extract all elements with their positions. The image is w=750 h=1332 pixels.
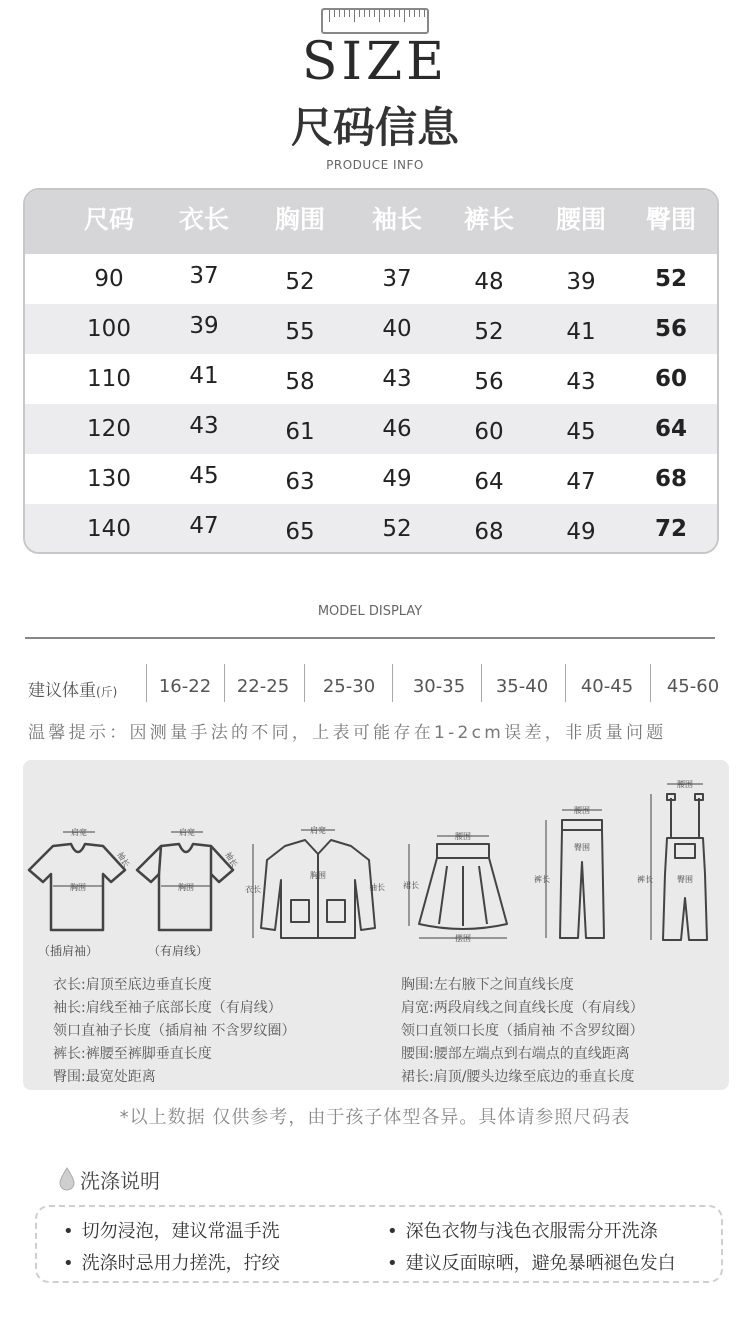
shoulder-width-label: 肩宽 xyxy=(310,826,326,835)
chest-label: 胸围 xyxy=(178,883,194,892)
divider xyxy=(650,664,651,702)
washing-item: • 洗涤时忌用力搓洗，拧绞 xyxy=(63,1249,280,1275)
table-cell: 48 xyxy=(474,269,504,295)
column-header: 尺码 xyxy=(83,205,134,234)
definition-item: 领口直领口长度（插肩袖 不含罗纹圈） xyxy=(401,1023,644,1039)
table-cell: 37 xyxy=(189,263,219,289)
pants-icon xyxy=(528,800,628,950)
table-row xyxy=(25,504,717,554)
measurement-diagram-panel xyxy=(23,760,729,1090)
table-cell: 68 xyxy=(654,466,687,492)
table-cell: 60 xyxy=(654,366,687,392)
weight-range: 25-30 xyxy=(322,676,376,697)
ruler-tick xyxy=(379,10,380,22)
shoulder-width-label: 肩宽 xyxy=(179,828,195,837)
weight-label xyxy=(28,676,117,701)
chest-label: 胸围 xyxy=(70,883,86,892)
washing-item: • 建议反面晾晒，避免暴晒褪色发白 xyxy=(387,1249,676,1275)
ruler-tick xyxy=(369,10,370,17)
table-cell: 52 xyxy=(654,266,687,292)
weight-range: 30-35 xyxy=(412,676,466,697)
ruler-tick xyxy=(339,10,340,17)
size-table xyxy=(23,188,719,554)
table-cell: 56 xyxy=(654,316,687,342)
table-cell: 100 xyxy=(87,316,131,342)
table-cell: 49 xyxy=(382,466,412,492)
ruler-tick xyxy=(419,10,420,17)
ruler-tick xyxy=(334,10,335,17)
divider xyxy=(392,664,393,702)
washing-instructions xyxy=(35,1205,723,1283)
sleeve-label: 袖长 xyxy=(369,883,385,892)
weight-range: 40-45 xyxy=(580,676,634,697)
definition-item: 领口直袖子长度（插肩袖 不含罗纹圈） xyxy=(53,1023,296,1039)
definition-item: 胸围:左右腋下之间直线长度 xyxy=(401,977,574,993)
washing-title: 洗涤说明 xyxy=(80,1169,160,1193)
pants-length-label: 裤长 xyxy=(637,875,653,884)
table-cell: 120 xyxy=(87,416,131,442)
footnote: *以上数据 仅供参考，由于孩子体型各异。具体请参照尺码表 xyxy=(119,1107,631,1128)
waist-label: 腰围 xyxy=(677,780,693,789)
washing-item: • 深色衣物与浅色衣服需分开洗涤 xyxy=(387,1217,658,1243)
column-header: 胸围 xyxy=(274,205,325,234)
ruler-tick xyxy=(374,10,375,17)
waist-label: 腰围 xyxy=(455,832,471,841)
ruler-tick xyxy=(354,10,355,22)
sleeve-label: 袖长 xyxy=(115,850,132,869)
column-header: 袖长 xyxy=(371,205,422,234)
water-drop-icon xyxy=(58,1167,76,1191)
hip-label: 臀围 xyxy=(574,843,590,852)
table-cell: 72 xyxy=(654,516,687,542)
ruler-tick xyxy=(424,10,425,17)
ruler-tick xyxy=(344,10,345,17)
weight-unit: (斤) xyxy=(96,685,118,699)
table-cell: 56 xyxy=(474,369,504,395)
table-cell: 47 xyxy=(189,513,219,539)
shoulder-width-label: 肩宽 xyxy=(71,828,87,837)
table-cell: 43 xyxy=(382,366,412,392)
washing-item: • 切勿浸泡，建议常温手洗 xyxy=(63,1217,280,1243)
ruler-tick xyxy=(389,10,390,17)
raglan-caption: （插肩袖） xyxy=(38,944,99,958)
hip-label: 臀围 xyxy=(677,875,693,884)
definition-item: 裙长:肩顶/腰头边缘至底边的垂直长度 xyxy=(401,1069,635,1085)
table-cell: 40 xyxy=(382,316,412,342)
table-cell: 43 xyxy=(189,413,219,439)
table-cell: 63 xyxy=(285,469,315,495)
table-row xyxy=(25,454,717,504)
table-cell: 64 xyxy=(474,469,504,495)
ruler-tick xyxy=(414,10,415,17)
definition-item: 衣长:肩顶至底边垂直长度 xyxy=(53,977,212,993)
ruler-tick xyxy=(364,10,365,17)
jacket-icon xyxy=(243,820,393,945)
definition-item: 裤长:裤腰至裤脚垂直长度 xyxy=(53,1046,212,1062)
table-cell: 52 xyxy=(382,516,412,542)
table-row xyxy=(25,304,717,354)
pants-length-label: 裤长 xyxy=(534,875,550,884)
ruler-tick xyxy=(409,10,410,17)
table-cell: 55 xyxy=(285,319,315,345)
table-cell: 41 xyxy=(189,363,219,389)
size-heading: SIZE xyxy=(301,32,449,92)
ruler-tick xyxy=(349,10,350,17)
table-cell: 37 xyxy=(382,266,412,292)
measurement-tip: 温馨提示：因测量手法的不同，上表可能存在1-2cm误差，非质量问题 xyxy=(28,723,667,743)
table-cell: 45 xyxy=(189,463,219,489)
column-header: 腰围 xyxy=(555,205,606,234)
skirt-icon xyxy=(403,826,523,946)
table-row xyxy=(25,354,717,404)
table-cell: 65 xyxy=(285,519,315,545)
table-cell: 43 xyxy=(566,369,596,395)
weight-label-text: 建议体重 xyxy=(28,681,96,701)
tshirt-icon xyxy=(131,822,241,942)
definition-list-left xyxy=(53,974,295,1089)
column-header: 裤长 xyxy=(463,205,514,234)
table-row xyxy=(25,254,717,304)
table-cell: 45 xyxy=(566,419,596,445)
overalls-icon xyxy=(633,774,729,954)
definition-list-right xyxy=(401,974,644,1089)
ruler-tick xyxy=(404,10,405,22)
table-cell: 49 xyxy=(566,519,596,545)
definition-item: 腰围:腰部左端点到右端点的直线距离 xyxy=(401,1046,630,1062)
table-cell: 64 xyxy=(654,416,687,442)
definition-item: 袖长:肩线至袖子底部长度（有肩线） xyxy=(53,1000,282,1016)
table-cell: 58 xyxy=(285,369,315,395)
divider xyxy=(565,664,566,702)
skirt-length-label: 裙长 xyxy=(403,881,419,890)
waist-label: 腰围 xyxy=(574,806,590,815)
table-cell: 52 xyxy=(285,269,315,295)
ruler-tick xyxy=(359,10,360,17)
table-cell: 46 xyxy=(382,416,412,442)
ruler-tick xyxy=(329,10,330,22)
raglan-tshirt-icon xyxy=(23,822,133,942)
table-cell: 68 xyxy=(474,519,504,545)
hem-label: 摆围 xyxy=(455,934,471,943)
table-cell: 140 xyxy=(87,516,131,542)
table-cell: 39 xyxy=(189,313,219,339)
weight-range: 45-60 xyxy=(666,676,720,697)
length-label: 衣长 xyxy=(245,885,261,894)
weight-range: 16-22 xyxy=(158,676,212,697)
column-header: 衣长 xyxy=(178,205,229,234)
table-cell: 60 xyxy=(474,419,504,445)
sleeve-label: 袖长 xyxy=(223,850,240,869)
shoulder-caption: （有肩线） xyxy=(148,944,209,958)
table-cell: 130 xyxy=(87,466,131,492)
weight-range: 35-40 xyxy=(495,676,549,697)
ruler-tick xyxy=(394,10,395,17)
page-subtitle: PRODUCE INFO xyxy=(326,158,424,172)
divider xyxy=(304,664,305,702)
table-cell: 110 xyxy=(87,366,131,392)
size-table-header xyxy=(25,190,717,254)
weight-range: 22-25 xyxy=(236,676,290,697)
table-cell: 61 xyxy=(285,419,315,445)
column-header: 臀围 xyxy=(645,205,696,234)
table-cell: 47 xyxy=(566,469,596,495)
definition-item: 肩宽:两段肩线之间直线长度（有肩线） xyxy=(401,1000,644,1016)
ruler-tick xyxy=(384,10,385,17)
table-cell: 90 xyxy=(94,266,124,292)
definition-item: 臀围:最宽处距离 xyxy=(53,1069,156,1085)
model-display-title: MODEL DISPLAY xyxy=(317,604,423,619)
table-cell: 41 xyxy=(566,319,596,345)
page-title: 尺码信息 xyxy=(290,103,459,152)
ruler-tick xyxy=(399,10,400,17)
table-row xyxy=(25,404,717,454)
table-cell: 52 xyxy=(474,319,504,345)
divider xyxy=(25,637,715,639)
chest-label: 胸围 xyxy=(310,871,326,880)
table-cell: 39 xyxy=(566,269,596,295)
